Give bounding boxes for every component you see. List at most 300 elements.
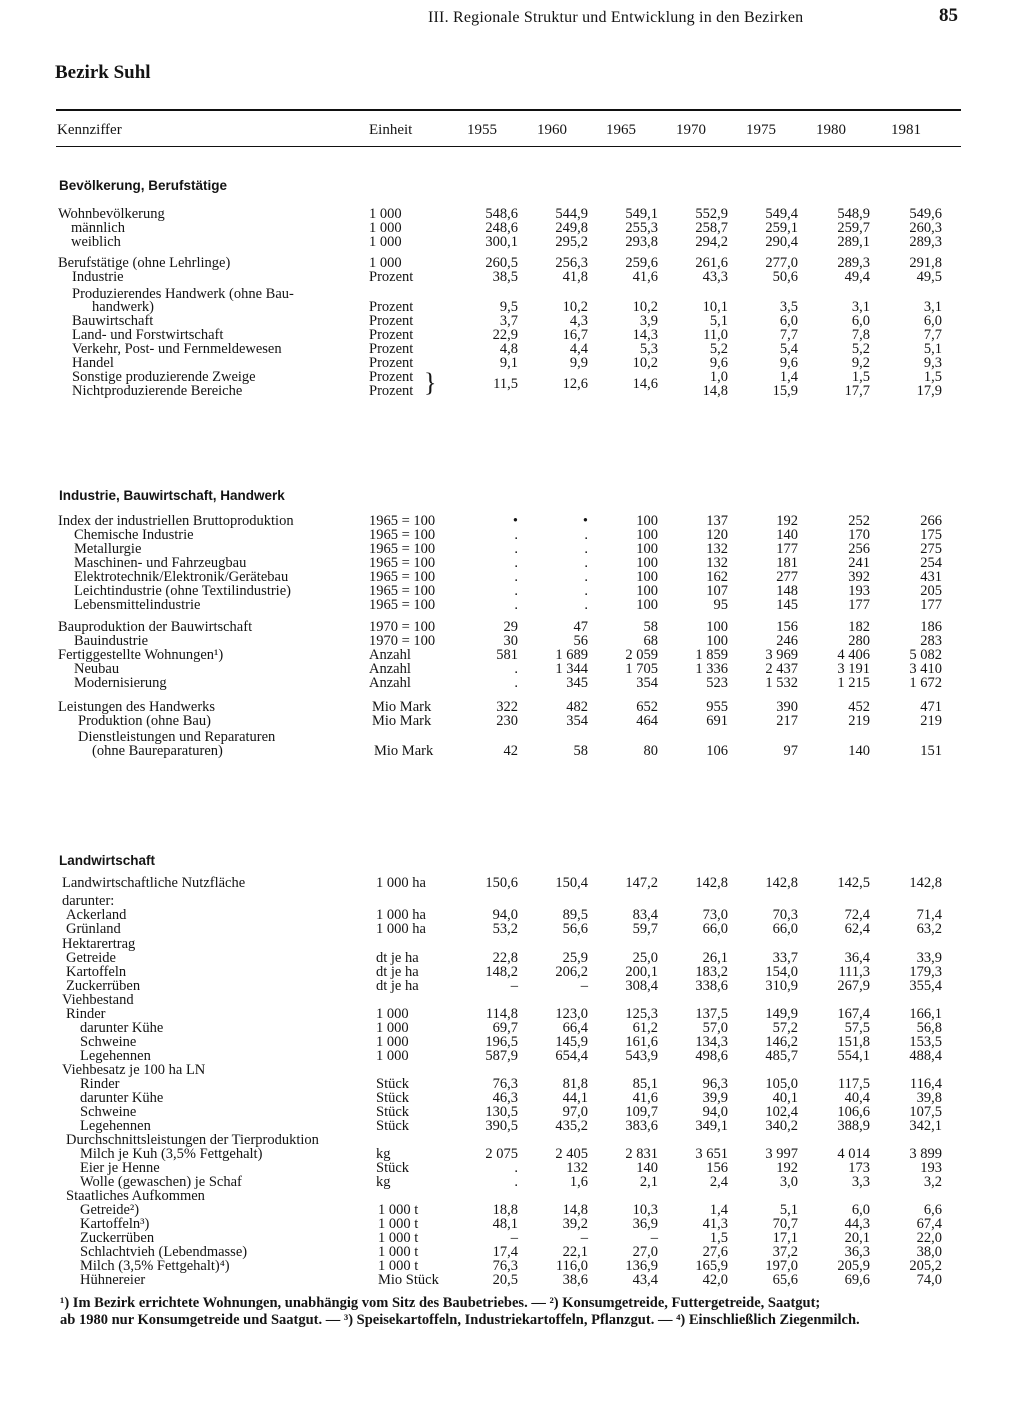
cell-value: 259,1 — [765, 220, 798, 236]
cell-value: 147,2 — [625, 875, 658, 891]
cell-value: 44,3 — [844, 1216, 870, 1232]
row-unit: 1 000 — [369, 220, 402, 236]
cell-value: 275 — [920, 541, 942, 557]
cell-value: 14,6 — [632, 376, 658, 392]
cell-value: 260,3 — [909, 220, 942, 236]
table-row — [0, 514, 1024, 528]
cell-value: . — [514, 1174, 518, 1190]
cell-value: 36,4 — [844, 950, 870, 966]
row-unit: 1 000 — [376, 1020, 409, 1036]
cell-value: 342,1 — [909, 1118, 942, 1134]
cell-value: 182 — [848, 619, 870, 635]
cell-value: 107,5 — [909, 1104, 942, 1120]
cell-value: 41,6 — [632, 1090, 658, 1106]
cell-value: 392 — [848, 569, 870, 585]
cell-value: 43,3 — [702, 269, 728, 285]
cell-value: 543,9 — [625, 1048, 658, 1064]
table-row — [0, 1035, 1024, 1049]
row-label: Schweine — [80, 1034, 137, 1050]
row-label: Maschinen- und Fahrzeugbau — [74, 555, 247, 571]
table-row — [0, 377, 1024, 391]
row-unit: Prozent — [369, 355, 414, 371]
cell-value: 148 — [776, 583, 798, 599]
column-header-year: 1955 — [467, 122, 497, 138]
row-label: Schweine — [80, 1104, 137, 1120]
cell-value: . — [514, 597, 518, 613]
row-unit: 1 000 t — [378, 1216, 419, 1232]
cell-value: 549,4 — [765, 206, 798, 222]
cell-value: 109,7 — [625, 1104, 658, 1120]
cell-value: 1 689 — [555, 647, 588, 663]
section-heading: Industrie, Bauwirtschaft, Handwerk — [59, 488, 285, 503]
row-label: Kartoffeln — [66, 964, 127, 980]
row-unit: 1 000 t — [378, 1258, 419, 1274]
cell-value: 3 899 — [909, 1146, 942, 1162]
table-row — [0, 1091, 1024, 1105]
cell-value: 140 — [636, 1160, 658, 1176]
cell-value: 17,9 — [916, 383, 942, 399]
cell-value: 61,2 — [632, 1020, 658, 1036]
cell-value: 6,0 — [923, 313, 942, 329]
table-row — [0, 1049, 1024, 1063]
cell-value: 354 — [636, 675, 658, 691]
table-row — [0, 1063, 1024, 1077]
row-label: männlich — [71, 220, 125, 236]
row-unit: 1965 = 100 — [369, 569, 436, 585]
cell-value: 6,0 — [851, 313, 870, 329]
row-label: Industrie — [72, 269, 124, 285]
row-label: Legehennen — [80, 1118, 151, 1134]
row-unit: 1 000 — [376, 1034, 409, 1050]
row-label: Staatliches Aufkommen — [66, 1188, 205, 1204]
row-unit: 1 000 — [376, 1048, 409, 1064]
cell-value: 266 — [920, 513, 942, 529]
cell-value: 30 — [503, 633, 518, 649]
cell-value: 29 — [503, 619, 518, 635]
cell-value: 145 — [776, 597, 798, 613]
cell-value: 310,9 — [765, 978, 798, 994]
cell-value: 246 — [776, 633, 798, 649]
cell-value: 5,1 — [779, 1202, 798, 1218]
cell-value: 15,9 — [772, 383, 798, 399]
cell-value: 165,9 — [695, 1258, 728, 1274]
cell-value: 9,1 — [499, 355, 518, 371]
page-number: 85 — [939, 5, 958, 26]
row-label: Produzierendes Handwerk (ohne Bau- — [72, 286, 294, 302]
row-unit: 1965 = 100 — [369, 541, 436, 557]
cell-value: 390,5 — [485, 1118, 518, 1134]
cell-value: – — [650, 1230, 658, 1246]
row-label: Modernisierung — [74, 675, 167, 691]
cell-value: 142,5 — [837, 875, 870, 891]
cell-value: 102,4 — [765, 1104, 798, 1120]
cell-value: 5 082 — [909, 647, 942, 663]
cell-value: 1 705 — [625, 661, 658, 677]
cell-value: 7,7 — [923, 327, 942, 343]
row-unit: Stück — [376, 1076, 410, 1092]
cell-value: 9,6 — [779, 355, 798, 371]
cell-value: 205 — [920, 583, 942, 599]
cell-value: – — [510, 978, 518, 994]
cell-value: 27,6 — [702, 1244, 728, 1260]
cell-value: . — [514, 583, 518, 599]
cell-value: 431 — [920, 569, 942, 585]
table-row — [0, 937, 1024, 951]
cell-value: 338,6 — [695, 978, 728, 994]
cell-value: 44,1 — [562, 1090, 588, 1106]
cell-value: 9,5 — [499, 299, 518, 315]
cell-value: 137 — [706, 513, 728, 529]
cell-value: 355,4 — [909, 978, 942, 994]
cell-value: 196,5 — [485, 1034, 518, 1050]
cell-value: 56,8 — [916, 1020, 942, 1036]
cell-value: 170 — [848, 527, 870, 543]
cell-value: 96,3 — [702, 1076, 728, 1092]
cell-value: 50,6 — [772, 269, 798, 285]
cell-value: 76,3 — [492, 1258, 518, 1274]
cell-value: 145,9 — [555, 1034, 588, 1050]
column-header-year: 1960 — [537, 122, 567, 138]
row-label: Getreide²) — [80, 1202, 140, 1218]
cell-value: 552,9 — [695, 206, 728, 222]
row-label: Wolle (gewaschen) je Schaf — [80, 1174, 242, 1190]
cell-value: 289,1 — [837, 234, 870, 250]
cell-value: 100 — [636, 527, 658, 543]
cell-value: 142,8 — [765, 875, 798, 891]
cell-value: 290,4 — [765, 234, 798, 250]
cell-value: 74,0 — [916, 1272, 942, 1288]
cell-value: 17,1 — [772, 1230, 798, 1246]
cell-value: 177 — [776, 541, 798, 557]
row-label: (ohne Baureparaturen) — [92, 743, 223, 759]
table-row — [0, 1007, 1024, 1021]
cell-value: 154,0 — [765, 964, 798, 980]
row-label: Hektarertrag — [62, 936, 136, 952]
column-header-year: 1981 — [891, 122, 921, 138]
row-label: Sonstige produzierende Zweige — [72, 369, 256, 385]
cell-value: 136,9 — [625, 1258, 658, 1274]
row-unit: Prozent — [369, 327, 414, 343]
cell-value: 105,0 — [765, 1076, 798, 1092]
cell-value: 7,7 — [779, 327, 798, 343]
cell-value: 11,0 — [703, 327, 728, 343]
cell-value: 3,5 — [779, 299, 798, 315]
cell-value: – — [580, 978, 588, 994]
row-unit: 1 000 t — [378, 1202, 419, 1218]
table-row — [0, 1203, 1024, 1217]
cell-value: 38,6 — [562, 1272, 588, 1288]
cell-value: 277 — [776, 569, 798, 585]
row-label: darunter: — [62, 893, 115, 909]
cell-value: 130,5 — [485, 1104, 518, 1120]
cell-value: 100 — [636, 569, 658, 585]
row-unit: Stück — [376, 1118, 410, 1134]
cell-value: 27,0 — [632, 1244, 658, 1260]
table-row — [0, 951, 1024, 965]
cell-value: 3,1 — [923, 299, 942, 315]
cell-value: 140 — [848, 743, 870, 759]
row-label: Legehennen — [80, 1048, 151, 1064]
table-row — [0, 300, 1024, 314]
row-label: Nichtproduzierende Bereiche — [72, 383, 243, 399]
cell-value: 193 — [848, 583, 870, 599]
cell-value: 206,2 — [555, 964, 588, 980]
cell-value: 26,1 — [702, 950, 728, 966]
row-label: Hühnereier — [80, 1272, 146, 1288]
cell-value: 488,4 — [909, 1048, 942, 1064]
cell-value: 261,6 — [695, 255, 728, 271]
cell-value: 3 997 — [765, 1146, 798, 1162]
cell-value: 5,1 — [923, 341, 942, 357]
table-row — [0, 1119, 1024, 1133]
row-label: Milch je Kuh (3,5% Fettgehalt) — [80, 1146, 263, 1162]
row-unit: 1965 = 100 — [369, 513, 436, 529]
cell-value: 94,0 — [702, 1104, 728, 1120]
row-label: Bauwirtschaft — [72, 313, 154, 329]
column-header-year: 1970 — [676, 122, 706, 138]
cell-value: 14,3 — [632, 327, 658, 343]
cell-value: 42,0 — [702, 1272, 728, 1288]
cell-value: 100 — [636, 513, 658, 529]
cell-value: 70,3 — [772, 907, 798, 923]
cell-value: 116,4 — [909, 1076, 942, 1092]
cell-value: 161,6 — [625, 1034, 658, 1050]
cell-value: 10,2 — [632, 299, 658, 315]
cell-value: . — [584, 583, 588, 599]
cell-value: 12,6 — [562, 376, 588, 392]
row-unit: Prozent — [369, 341, 414, 357]
cell-value: 59,7 — [632, 921, 658, 937]
table-row — [0, 1077, 1024, 1091]
cell-value: 6,6 — [923, 1202, 942, 1218]
cell-value: 219 — [920, 713, 942, 729]
cell-value: 14,8 — [562, 1202, 588, 1218]
cell-value: 81,8 — [562, 1076, 588, 1092]
table-row — [0, 993, 1024, 1007]
table-row — [0, 207, 1024, 221]
row-label: Viehbestand — [62, 992, 134, 1008]
cell-value: 49,4 — [844, 269, 870, 285]
cell-value: 17,7 — [844, 383, 870, 399]
cell-value: 652 — [636, 699, 658, 715]
cell-value: 3 191 — [837, 661, 870, 677]
cell-value: 57,5 — [844, 1020, 870, 1036]
row-label: Milch (3,5% Fettgehalt)⁴) — [80, 1258, 230, 1274]
row-label: Produktion (ohne Bau) — [78, 713, 211, 729]
cell-value: 464 — [636, 713, 658, 729]
table-row — [0, 1105, 1024, 1119]
cell-value: 69,6 — [844, 1272, 870, 1288]
row-unit: Anzahl — [369, 675, 411, 691]
row-label: Dienstleistungen und Reparaturen — [78, 729, 276, 745]
cell-value: 97 — [783, 743, 798, 759]
table-row — [0, 356, 1024, 370]
cell-value: 219 — [848, 713, 870, 729]
column-header-unit: Einheit — [369, 122, 413, 138]
cell-value: 1 336 — [695, 661, 728, 677]
cell-value: 57,2 — [772, 1020, 798, 1036]
cell-value: 1 344 — [555, 661, 588, 677]
cell-value: 156 — [776, 619, 798, 635]
cell-value: 150,4 — [555, 875, 588, 891]
row-label: Ackerland — [66, 907, 127, 923]
cell-value: 289,3 — [837, 255, 870, 271]
cell-value: 471 — [920, 699, 942, 715]
cell-value: 153,5 — [909, 1034, 942, 1050]
cell-value: 66,0 — [702, 921, 728, 937]
cell-value: 167,4 — [837, 1006, 870, 1022]
cell-value: 22,0 — [916, 1230, 942, 1246]
cell-value: 72,4 — [844, 907, 870, 923]
cell-value: 156 — [706, 1160, 728, 1176]
cell-value: 25,0 — [632, 950, 658, 966]
row-label: Viehbesatz je 100 ha LN — [62, 1062, 206, 1078]
row-unit: 1 000 — [376, 1006, 409, 1022]
cell-value: 5,1 — [709, 313, 728, 329]
cell-value: 345 — [566, 675, 588, 691]
table-row — [0, 570, 1024, 584]
row-unit: Stück — [376, 1104, 410, 1120]
cell-value: 5,2 — [851, 341, 870, 357]
cell-value: • — [512, 513, 518, 529]
footnote-line: ¹) Im Bezirk errichtete Wohnungen, unabhängig vom Sitz des Baubetriebes. — ²) Konsumgetreide, Futtergetreide, Saatgut; — [60, 1295, 821, 1311]
cell-value: 132 — [706, 541, 728, 557]
cell-value: 1,5 — [851, 369, 870, 385]
cell-value: 241 — [848, 555, 870, 571]
table-row — [0, 700, 1024, 714]
row-unit: 1965 = 100 — [369, 555, 436, 571]
cell-value: 435,2 — [555, 1118, 588, 1134]
cell-value: 65,6 — [772, 1272, 798, 1288]
cell-value: 183,2 — [695, 964, 728, 980]
cell-value: 71,4 — [916, 907, 942, 923]
table-row — [0, 598, 1024, 612]
cell-value: 4 014 — [837, 1146, 870, 1162]
row-unit: 1970 = 100 — [369, 633, 436, 649]
row-unit: 1965 = 100 — [369, 597, 436, 613]
cell-value: 654,4 — [555, 1048, 588, 1064]
cell-value: 150,6 — [485, 875, 518, 891]
row-label: Fertiggestellte Wohnungen¹) — [58, 647, 224, 663]
cell-value: 162 — [706, 569, 728, 585]
cell-value: . — [584, 597, 588, 613]
cell-value: 41,6 — [632, 269, 658, 285]
cell-value: 7,8 — [851, 327, 870, 343]
cell-value: 106 — [706, 743, 728, 759]
cell-value: 295,2 — [555, 234, 588, 250]
row-unit: Mio Mark — [372, 713, 432, 729]
cell-value: 181 — [776, 555, 798, 571]
cell-value: . — [584, 569, 588, 585]
cell-value: 255,3 — [625, 220, 658, 236]
cell-value: 2 437 — [765, 661, 798, 677]
cell-value: 10,2 — [632, 355, 658, 371]
cell-value: 100 — [706, 633, 728, 649]
cell-value: 2,1 — [639, 1174, 658, 1190]
row-unit: 1 000 — [369, 255, 402, 271]
cell-value: 256 — [848, 541, 870, 557]
cell-value: 549,6 — [909, 206, 942, 222]
cell-value: 2 405 — [555, 1146, 588, 1162]
cell-value: – — [580, 1230, 588, 1246]
row-unit: 1 000 t — [378, 1230, 419, 1246]
running-header-title: III. Regionale Struktur und Entwicklung in den Bezirken — [428, 9, 804, 26]
cell-value: 3,7 — [499, 313, 518, 329]
cell-value: 267,9 — [837, 978, 870, 994]
row-label: Bauproduktion der Bauwirtschaft — [58, 619, 253, 635]
cell-value: 142,8 — [695, 875, 728, 891]
row-label: Elektrotechnik/Elektronik/Gerätebau — [74, 569, 289, 585]
row-label: Land- und Forstwirtschaft — [72, 327, 224, 343]
cell-value: 40,1 — [772, 1090, 798, 1106]
row-label: handwerk) — [92, 299, 155, 315]
row-unit: Prozent — [369, 313, 414, 329]
table-row — [0, 1175, 1024, 1189]
cell-value: 283 — [920, 633, 942, 649]
table-row — [0, 876, 1024, 890]
cell-value: 179,3 — [909, 964, 942, 980]
cell-value: 20,1 — [844, 1230, 870, 1246]
table-row — [0, 730, 1024, 744]
cell-value: 1,5 — [709, 1230, 728, 1246]
table-row — [0, 965, 1024, 979]
table-row — [0, 922, 1024, 936]
row-label: Landwirtschaftliche Nutzfläche — [62, 875, 246, 891]
cell-value: 62,4 — [844, 921, 870, 937]
cell-value: 523 — [706, 675, 728, 691]
column-header-year: 1975 — [746, 122, 776, 138]
cell-value: 173 — [848, 1160, 870, 1176]
row-label: Wohnbevölkerung — [58, 206, 165, 222]
cell-value: 280 — [848, 633, 870, 649]
row-unit: dt je ha — [376, 964, 419, 980]
cell-value: 89,5 — [562, 907, 588, 923]
table-row — [0, 256, 1024, 270]
cell-value: 43,4 — [632, 1272, 658, 1288]
cell-value: 38,0 — [916, 1244, 942, 1260]
cell-value: • — [582, 513, 588, 529]
cell-value: 120 — [706, 527, 728, 543]
cell-value: 10,3 — [632, 1202, 658, 1218]
cell-value: 166,1 — [909, 1006, 942, 1022]
table-row — [0, 744, 1024, 758]
cell-value: 548,9 — [837, 206, 870, 222]
table-row — [0, 676, 1024, 690]
cell-value: 63,2 — [916, 921, 942, 937]
cell-value: 53,2 — [492, 921, 518, 937]
cell-value: 259,7 — [837, 220, 870, 236]
cell-value: 146,2 — [765, 1034, 798, 1050]
cell-value: 9,3 — [923, 355, 942, 371]
row-unit: Mio Mark — [372, 699, 432, 715]
cell-value: 39,9 — [702, 1090, 728, 1106]
cell-value: 4 406 — [837, 647, 870, 663]
row-unit: 1970 = 100 — [369, 619, 436, 635]
cell-value: 33,9 — [916, 950, 942, 966]
table-row — [0, 1133, 1024, 1147]
cell-value: . — [584, 541, 588, 557]
cell-value: 48,1 — [492, 1216, 518, 1232]
row-unit: Prozent — [369, 369, 414, 385]
row-label: Zuckerrüben — [80, 1230, 155, 1246]
cell-value: 587,9 — [485, 1048, 518, 1064]
table-row — [0, 1189, 1024, 1203]
brace-mark: } — [424, 368, 437, 397]
cell-value: 41,3 — [702, 1216, 728, 1232]
row-label: Durchschnittsleistungen der Tierproduktion — [66, 1132, 319, 1148]
cell-value: 10,1 — [702, 299, 728, 315]
cell-value: 549,1 — [625, 206, 658, 222]
